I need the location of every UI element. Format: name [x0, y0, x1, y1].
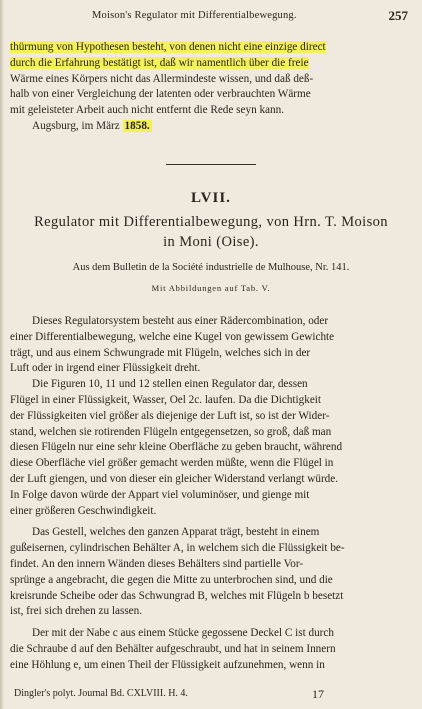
- figures-note: Mit Abbildungen auf Tab. V.: [151, 283, 271, 293]
- journal-reference: Dingler's polyt. Journal Bd. CXLVIII. H. 4.: [14, 688, 188, 699]
- text-line: einer größeren Geschwindigkeit.: [10, 504, 157, 517]
- text-line: mit geleisteter Arbeit auch nicht entfernt die Rede seyn kann.: [10, 104, 285, 117]
- dateline-year-highlighted: 1858.: [124, 119, 150, 132]
- article-title-line: Regulator mit Differentialbewegung, von Hrn. T. Moison: [34, 214, 388, 230]
- text-line: der Flüssigkeiten viel größer als diejenige der Luft ist, so ist der Wider-: [10, 409, 330, 422]
- text-line: gußeisernen, cylindrischen Behälter A, in welchem sich die Flüssigkeit be-: [10, 542, 345, 555]
- text-line: findet. An den innern Wänden dieses Behälters sind partielle Vor-: [10, 557, 304, 570]
- paragraph: [10, 377, 412, 519]
- page-number: 257: [388, 8, 408, 23]
- text-line: trägt, und aus einem Schwungrade mit Flügeln, welches sich in der: [10, 346, 311, 359]
- text-line: halb von einer Vergleichung der latenten oder verbrauchten Wärme: [10, 88, 311, 101]
- text-line: [10, 56, 412, 72]
- text-line: Flügel in einer Flüssigkeit, Wasser, Oel 2c. laufen. Da die Dichtigkeit: [10, 393, 322, 406]
- paragraph: [10, 314, 412, 377]
- sheet-signature: 17: [312, 687, 324, 701]
- text-line: Luft oder in irgend einer Flüssigkeit dreht.: [10, 362, 201, 375]
- text-line: Die Figuren 10, 11 und 12 stellen einen Regulator dar, dessen: [32, 378, 308, 391]
- text-line: Das Gestell, welches den ganzen Apparat trägt, besteht in einem: [32, 526, 320, 539]
- text-line: In Folge davon würde der Appart viel voluminöser, und gienge mit: [10, 488, 310, 501]
- highlighted-text: durch die Erfahrung bestätigt ist, daß wir namentlich über die freie: [10, 56, 309, 69]
- running-title: Moison's Regulator mit Differentialbewegung.: [92, 10, 297, 21]
- article-title-line: in Moni (Oise).: [163, 234, 259, 250]
- text-line: diesen Flügeln nur eine sehr kleine Oberfläche zu geben braucht, während: [10, 441, 343, 454]
- text-line: stand, welchen sie rotirenden Flügeln entgegensetzen, so groß, daß man: [10, 425, 332, 438]
- text-line: einer Differentialbewegung, welche eine Kugel von gewissem Gewichte: [10, 330, 335, 343]
- text-line: Der mit der Nabe c aus einem Stücke gegossene Deckel C ist durch: [32, 627, 334, 640]
- previous-article-ending: [10, 40, 412, 135]
- section-divider: [166, 164, 256, 165]
- article-title: [8, 212, 414, 252]
- article-body: [10, 314, 412, 674]
- text-line: Dieses Regulatorsystem besteht aus einer Rädercombination, oder: [32, 315, 329, 327]
- text-line: die Schraube d auf den Behälter aufgeschraubt, und hat in seinem Innern: [10, 642, 336, 655]
- text-line: diese Oberfläche viel größer gemacht werden müßte, wenn die Flügel in: [10, 457, 334, 470]
- highlighted-text: thürmung von Hypothesen besteht, von denen nicht eine einzige direct: [10, 41, 326, 53]
- paragraph: [10, 525, 412, 620]
- text-line: der Luft giengen, und von dieser ein gleicher Widerstand verlangt würde.: [10, 472, 339, 485]
- dateline-place: Augsburg, im März: [32, 119, 123, 132]
- text-line: [10, 40, 412, 56]
- text-line: eine Höhlung e, um einen Theil der Flüssigkeit aufzunehmen, wenn in: [10, 658, 325, 671]
- page-footer: [0, 688, 422, 702]
- text-line: ist, frei sich drehen zu lassen.: [10, 605, 143, 618]
- source-citation: Aus dem Bulletin de la Société industrielle de Mulhouse, Nr. 141.: [72, 262, 350, 273]
- text-line: sprünge a angebracht, die gegen die Mitte zu unterbrochen sind, und die: [10, 573, 333, 586]
- article-number: LVII.: [191, 190, 231, 206]
- dateline: [10, 119, 412, 135]
- text-line: kreisrunde Scheibe oder das Schwungrad B, welches mit Flügeln b besetzt: [10, 589, 344, 602]
- page-edge-shadow: [0, 0, 4, 709]
- text-line: Wärme eines Körpers nicht das Allermindeste wissen, und daß deß-: [10, 72, 314, 85]
- paragraph: [10, 626, 412, 673]
- running-head: [0, 10, 422, 26]
